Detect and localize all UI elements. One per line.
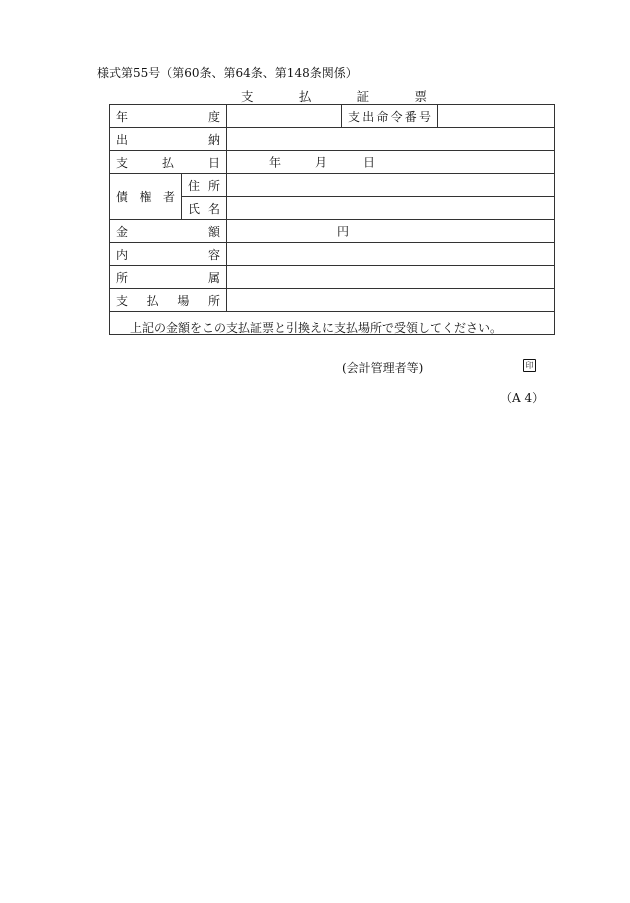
row-fiscal-year [110,105,555,128]
name-label: 氏 名 [182,197,227,220]
content-field[interactable] [227,243,555,266]
month-marker: 月 [315,155,328,170]
amount-field[interactable] [227,220,555,243]
disbursement-field[interactable] [227,128,555,151]
address-label: 住 所 [182,174,227,197]
order-number-field[interactable] [438,105,555,128]
day-marker: 日 [363,155,376,170]
row-content [110,243,555,266]
row-payment-date [110,151,555,174]
form-title [241,87,427,105]
content-label: 内 容 [110,243,227,266]
creditor-label: 債 権 者 [110,174,182,220]
paper-size-label: （A 4） [500,391,545,405]
title-char: 支 [241,89,254,104]
note-cell [110,312,555,375]
payment-voucher-table [109,104,555,375]
fiscal-year-label: 年 度 [110,105,227,128]
signer-label: (会計管理者等) [342,361,424,375]
row-disbursement [110,128,555,151]
row-note [110,312,555,335]
payment-date-label: 支 払 日 [110,151,227,174]
yen-unit: 円 [337,224,350,239]
payment-place-label: 支 払 場 所 [110,289,227,312]
amount-label: 金 額 [110,220,227,243]
year-marker: 年 [269,155,282,170]
title-char: 払 [298,89,312,104]
address-field[interactable] [227,174,555,197]
payment-place-field[interactable] [227,289,555,312]
title-char: 証 [356,89,370,104]
seal-mark: 印 [523,359,536,372]
form-number: 様式第55号（第60条、第64条、第148条関係） [97,66,358,80]
department-label: 所 属 [110,266,227,289]
disbursement-label: 出 納 [110,128,227,151]
order-number-label: 支 出 命 令 番 号 [342,105,438,128]
payment-date-field[interactable] [227,151,555,174]
fiscal-year-field[interactable] [227,105,342,128]
note-text: 上記の金額をこの支払証票と引換えに支払場所で受領してください。 [130,321,503,335]
row-department [110,266,555,289]
department-field[interactable] [227,266,555,289]
row-creditor-address [110,174,555,197]
name-field[interactable] [227,197,555,220]
row-payment-place [110,289,555,312]
title-char: 票 [414,89,427,104]
row-amount [110,220,555,243]
